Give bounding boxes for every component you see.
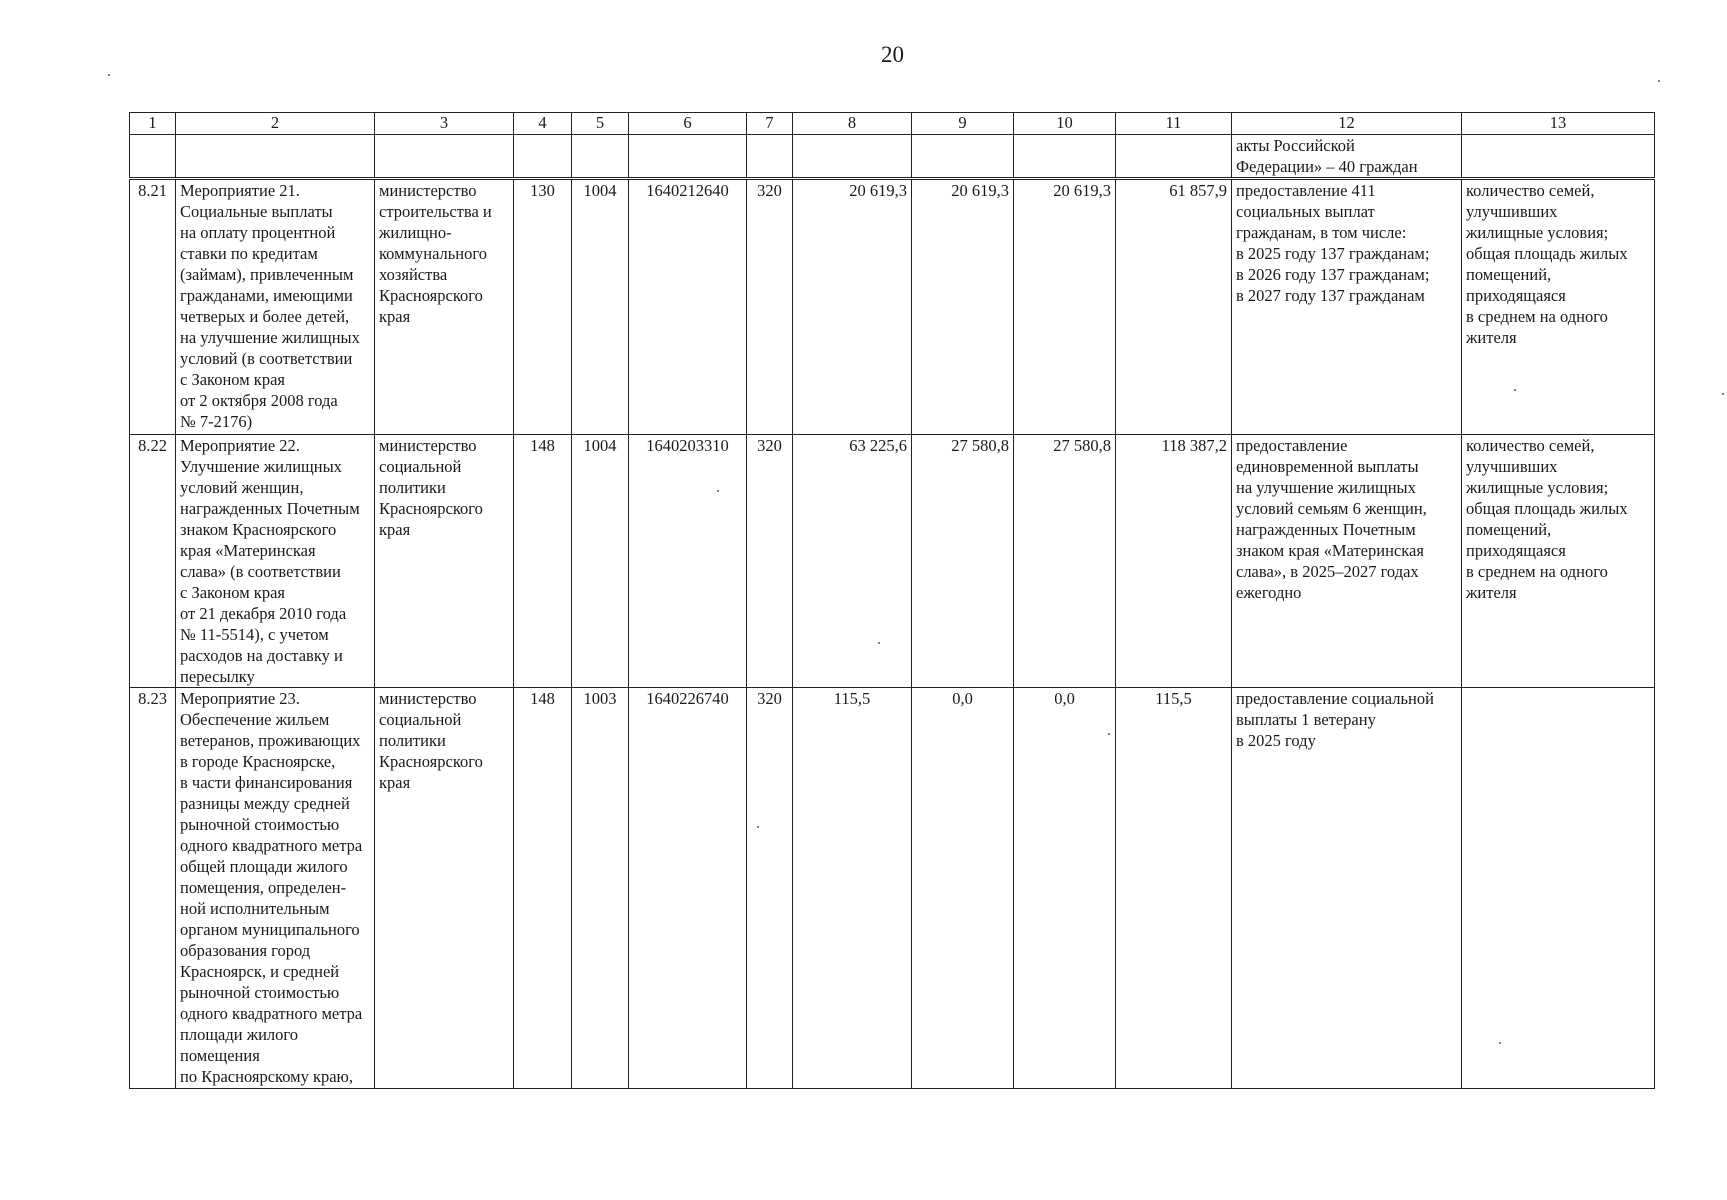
code-cell: 1640226740 [629,688,747,1089]
executor-cell: министерство социальной политики Красноярского края [375,688,514,1089]
executor-cell: министерство социальной политики Красноярского края [375,435,514,688]
code-cell: 320 [747,435,793,688]
table-row [130,179,1655,435]
activity-name-cell: Мероприятие 23. Обеспечение жильем ветеранов, проживающих в городе Красноярске, в части финансирования разницы между средней рыночной стоимостью одного квадратного метра общей площади жилого помещения, определен- ной исполнительным органом муниципального образования город Красноярск, и средней рыночной стоимостью одного квадратного метра площади жилого помещения по Красноярскому краю, [176,688,375,1089]
column-header: 8 [793,113,912,135]
amount-total-cell: 115,5 [1116,688,1232,1089]
scan-speck [1722,393,1724,395]
code-cell: 1003 [572,688,629,1089]
activity-name-cell: Мероприятие 22. Улучшение жилищных условий женщин, награжденных Почетным знаком Красноярского края «Материнская слава» (в соответствии с Законом края от 21 декабря 2010 года № 11-5514), с учетом расходов на доставку и пересылку [176,435,375,688]
code-cell: 1640212640 [629,179,747,435]
code-cell: 148 [514,435,572,688]
table-row [130,688,1655,1089]
amount-cell: 27 580,8 [1014,435,1116,688]
amount-total-cell: 118 387,2 [1116,435,1232,688]
amount-total-cell: 61 857,9 [1116,179,1232,435]
code-cell: 320 [747,688,793,1089]
column-header: 13 [1462,113,1655,135]
column-number-row [130,113,1655,135]
result-cell: предоставление социальной выплаты 1 ветерану в 2025 году [1232,688,1462,1089]
column-header: 11 [1116,113,1232,135]
code-cell: 320 [747,179,793,435]
amount-cell: 27 580,8 [912,435,1014,688]
scan-speck [1108,733,1110,735]
column-header: 1 [130,113,176,135]
column-header: 3 [375,113,514,135]
scan-speck [1514,389,1516,391]
scan-speck [757,826,759,828]
activity-name-cell: Мероприятие 21. Социальные выплаты на оплату процентной ставки по кредитам (займам), привлеченным гражданами, имеющими четверых и более детей, на улучшение жилищных условий (в соответствии с Законом края от 2 октября 2008 года № 7-2176) [176,179,375,435]
column-header: 4 [514,113,572,135]
table-row [130,435,1655,688]
column-header: 2 [176,113,375,135]
indicator-cell: количество семей, улучшивших жилищные условия; общая площадь жилых помещений, приходящаяся в среднем на одного жителя [1462,435,1655,688]
row-number: 8.21 [130,179,176,435]
column-header: 10 [1014,113,1116,135]
continuation-row [130,135,1655,179]
amount-cell: 0,0 [912,688,1014,1089]
indicator-cell: количество семей, улучшивших жилищные условия; общая площадь жилых помещений, приходящаяся в среднем на одного жителя [1462,179,1655,435]
code-cell: 1004 [572,179,629,435]
result-cell: предоставление единовременной выплаты на улучшение жилищных условий семьям 6 женщин, награжденных Почетным знаком края «Материнская слава», в 2025–2027 годах ежегодно [1232,435,1462,688]
code-cell: 148 [514,688,572,1089]
result-cell: предоставление 411 социальных выплат гражданам, в том числе: в 2025 году 137 гражданам; в 2026 году 137 гражданам; в 2027 году 137 гражданам [1232,179,1462,435]
column-header: 7 [747,113,793,135]
column-header: 5 [572,113,629,135]
executor-cell: министерство строительства и жилищно- коммунального хозяйства Красноярского края [375,179,514,435]
program-activities-table [129,112,1655,1089]
scan-speck [1499,1042,1501,1044]
row-number: 8.23 [130,688,176,1089]
row-number: 8.22 [130,435,176,688]
amount-cell: 115,5 [793,688,912,1089]
amount-cell: 20 619,3 [1014,179,1116,435]
page-number: 20 [881,42,904,67]
code-cell: 1004 [572,435,629,688]
amount-cell: 20 619,3 [912,179,1014,435]
column-header: 9 [912,113,1014,135]
scan-speck [1658,80,1660,82]
scan-speck [108,74,110,76]
column-header: 6 [629,113,747,135]
scan-speck [878,642,880,644]
column-header: 12 [1232,113,1462,135]
scan-speck [717,490,719,492]
amount-cell: 0,0 [1014,688,1116,1089]
continuation-result-cell: акты Российской Федерации» – 40 граждан [1232,135,1462,179]
code-cell: 1640203310 [629,435,747,688]
amount-cell: 63 225,6 [793,435,912,688]
code-cell: 130 [514,179,572,435]
indicator-cell [1462,688,1655,1089]
amount-cell: 20 619,3 [793,179,912,435]
